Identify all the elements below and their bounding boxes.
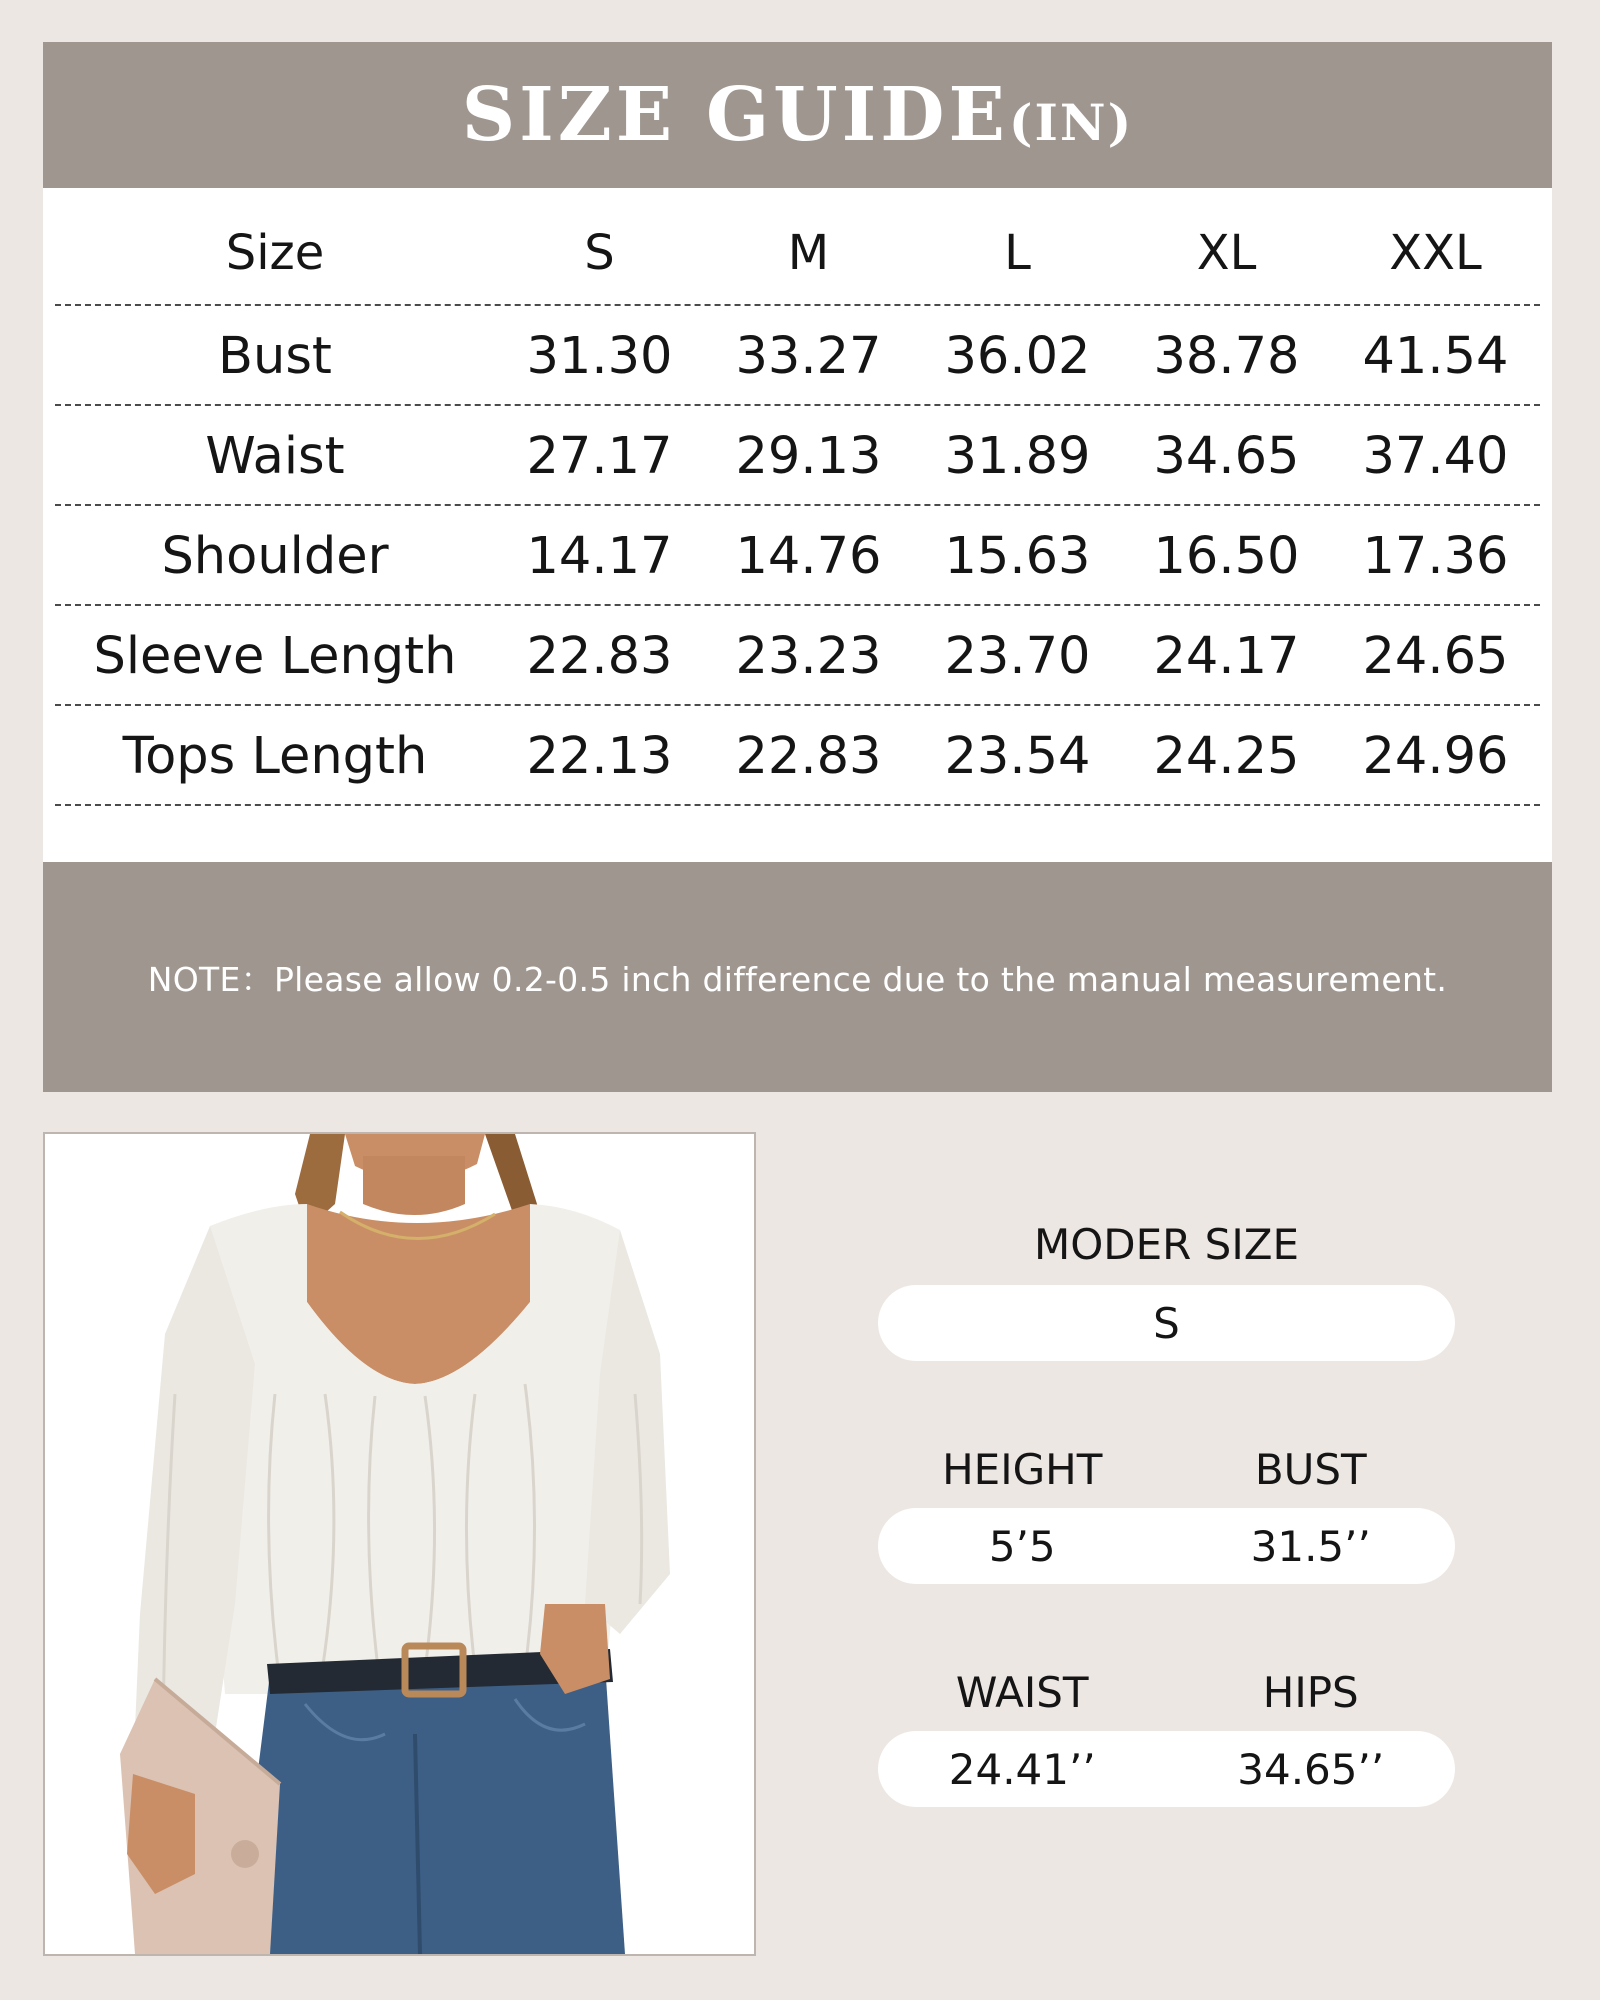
- value-cell: 22.83: [735, 726, 882, 786]
- value-cell: 15.63: [944, 526, 1091, 586]
- height-label: HEIGHT: [942, 1445, 1103, 1494]
- value-cell: 23.23: [735, 626, 882, 686]
- table-row-shoulder: [55, 506, 1540, 606]
- value-cell: 31.89: [944, 426, 1091, 486]
- value-cell: 22.13: [526, 726, 673, 786]
- value-cell: 29.13: [735, 426, 882, 486]
- row-label: Waist: [205, 426, 345, 486]
- table-row-waist: [55, 406, 1540, 506]
- value-cell: 22.83: [526, 626, 673, 686]
- hips-value: 34.65’’: [1237, 1744, 1385, 1794]
- value-cell: 17.36: [1362, 526, 1509, 586]
- height-bust-labels: [878, 1445, 1455, 1494]
- title-main: SIZE GUIDE: [461, 72, 1009, 158]
- row-label: Tops Length: [122, 726, 428, 786]
- row-label: Shoulder: [161, 526, 389, 586]
- waist-value: 24.41’’: [948, 1744, 1096, 1794]
- value-cell: 41.54: [1362, 326, 1509, 386]
- value-cell: 24.25: [1153, 726, 1300, 786]
- row-divider: [55, 804, 1540, 806]
- model-photo: [43, 1132, 756, 1956]
- value-cell: 27.17: [526, 426, 673, 486]
- table-header-row: [55, 200, 1540, 306]
- height-bust-pill: [878, 1508, 1455, 1584]
- value-cell: 24.96: [1362, 726, 1509, 786]
- height-value: 5’5: [988, 1521, 1056, 1571]
- row-label: Bust: [218, 326, 332, 386]
- value-cell: 14.76: [735, 526, 882, 586]
- bust-label: BUST: [1254, 1445, 1367, 1494]
- header-l: L: [1004, 225, 1031, 281]
- value-cell: 14.17: [526, 526, 673, 586]
- note-band: [43, 862, 1552, 1092]
- measurement-note: NOTE：Please allow 0.2-0.5 inch difference due to the manual measurement.: [147, 959, 1448, 999]
- table-row-tops-length: [55, 706, 1540, 806]
- value-cell: 16.50: [1153, 526, 1300, 586]
- size-guide-title: [462, 72, 1134, 158]
- value-cell: 36.02: [944, 326, 1091, 386]
- header-s: S: [584, 225, 615, 281]
- size-table: [43, 188, 1552, 862]
- value-cell: 38.78: [1153, 326, 1300, 386]
- value-cell: 37.40: [1362, 426, 1509, 486]
- header-size: Size: [225, 225, 325, 281]
- hips-label: HIPS: [1262, 1668, 1359, 1717]
- waist-label: WAIST: [955, 1668, 1089, 1717]
- waist-hips-pill: [878, 1731, 1455, 1807]
- title-unit: (IN): [1008, 93, 1134, 152]
- model-illustration: [45, 1134, 754, 1954]
- bust-value: 31.5’’: [1250, 1521, 1371, 1571]
- value-cell: 34.65: [1153, 426, 1300, 486]
- value-cell: 33.27: [735, 326, 882, 386]
- model-size-pill: [878, 1285, 1455, 1361]
- table-row-bust: [55, 306, 1540, 406]
- title-band: [43, 42, 1552, 188]
- header-m: M: [787, 225, 830, 281]
- value-cell: 31.30: [526, 326, 673, 386]
- value-cell: 23.70: [944, 626, 1091, 686]
- model-size-value: S: [1153, 1298, 1180, 1348]
- header-xxl: XXL: [1389, 225, 1482, 281]
- value-cell: 23.54: [944, 726, 1091, 786]
- model-size-label: MODER SIZE: [1033, 1220, 1300, 1269]
- value-cell: 24.17: [1153, 626, 1300, 686]
- waist-hips-labels: [878, 1668, 1455, 1717]
- table-row-sleeve-length: [55, 606, 1540, 706]
- row-label: Sleeve Length: [93, 626, 457, 686]
- model-size-panel: [878, 1220, 1455, 1807]
- header-xl: XL: [1196, 225, 1257, 281]
- value-cell: 24.65: [1362, 626, 1509, 686]
